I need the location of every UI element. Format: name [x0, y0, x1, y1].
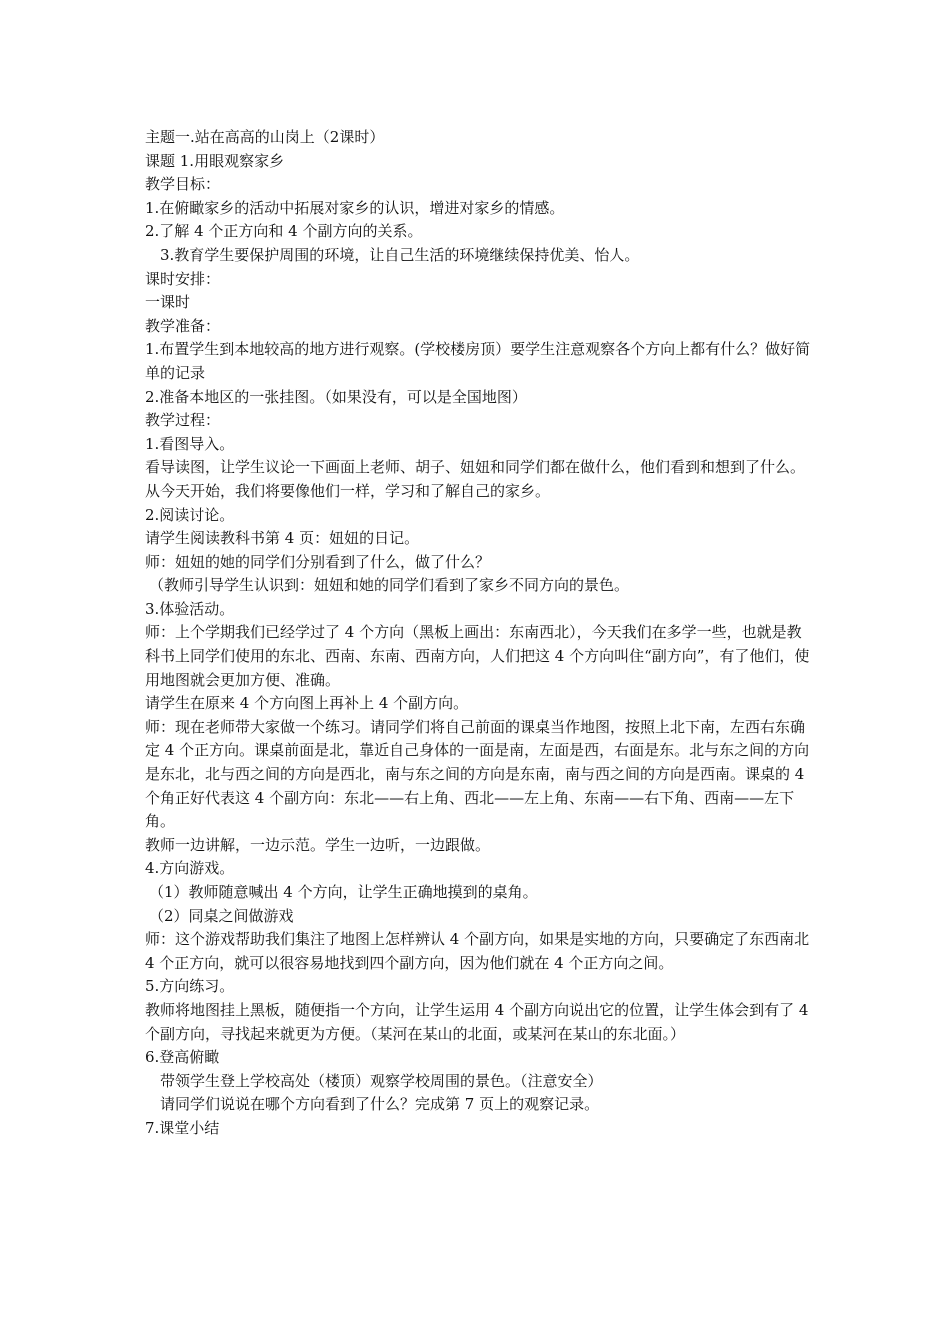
- paragraph-31: 带领学生登上学校高处（楼顶）观察学校周围的景色。（注意安全）: [160, 1071, 603, 1090]
- paragraph-11: 教学过程：: [145, 411, 221, 430]
- paragraph-0: 主题一.站在高高的山岗上（2课时）: [145, 128, 385, 146]
- paragraph-17: 师：妞妞的她的同学们分别看到了什么，做了什么？: [145, 552, 491, 571]
- paragraph-4: 2.了解 4 个正方向和 4 个副方向的关系。: [145, 222, 423, 241]
- paragraph-25: （1）教师随意喊出 4 个方向，让学生正确地摸到的桌角。: [149, 883, 538, 901]
- paragraph-9: 1.布置学生到本地较高的地方进行观察。(学校楼房顶）要学生注意观察各个方向上都有什么？做好简单的记录: [145, 340, 811, 382]
- paragraph-19: 3.体验活动。: [145, 599, 235, 618]
- paragraph-33: 7.课堂小结: [145, 1118, 220, 1137]
- paragraph-6: 课时安排：: [145, 269, 221, 288]
- paragraph-15: 2.阅读讨论。: [145, 505, 235, 524]
- paragraph-32: 请同学们说说在哪个方向看到了什么？完成第 7 页上的观察记录。: [160, 1095, 600, 1114]
- paragraph-26: （2）同桌之间做游戏: [149, 906, 294, 925]
- paragraph-16: 请学生阅读教科书第 4 页：妞妞的日记。: [145, 529, 420, 548]
- paragraph-28: 5.方向练习。: [145, 977, 235, 996]
- paragraph-22: 师：现在老师带大家做一个练习。请同学们将自己前面的课桌当作地图，按照上北下南，左西右东确定 4 个正方向。课桌前面是北，靠近自己身体的一面是南，左面是西，右面是东。北与东之间的方向是东北，北与西之间的方向是西北，南与东之间的方向是东南，南与西之间的方向是西南。课桌的 4 个角正好代表这 4 个副方向：东北——右上角、西北——左上角、东南——右下角、西南——左下角。: [145, 717, 810, 831]
- paragraph-20: 师：上个学期我们已经学过了 4 个方向（黑板上画出：东南西北），今天我们在多学一些，也就是教科书上同学们使用的东北、西南、东南、西南方向，人们把这 4 个方向叫住“副方向”，有了他们，使用地图就会更加方便、准确。: [145, 623, 810, 689]
- paragraph-21: 请学生在原来 4 个方向图上再补上 4 个副方向。: [145, 694, 469, 713]
- paragraph-12: 1.看图导入。: [145, 434, 235, 453]
- document-body: [145, 126, 815, 1141]
- paragraph-2: 教学目标：: [145, 175, 221, 194]
- paragraph-24: 4.方向游戏。: [145, 859, 235, 878]
- paragraph-3: 1.在俯瞰家乡的活动中拓展对家乡的认识，增进对家乡的情感。: [145, 198, 565, 217]
- paragraph-1: 课题 1.用眼观察家乡: [145, 151, 285, 170]
- paragraph-8: 教学准备：: [145, 316, 221, 335]
- paragraph-10: 2.准备本地区的一张挂图。（如果没有，可以是全国地图）: [145, 387, 527, 406]
- paragraph-29: 教师将地图挂上黑板，随便指一个方向，让学生运用 4 个副方向说出它的位置，让学生体会到有了 4 个副方向，寻找起来就更为方便。（某河在某山的北面，或某河在某山的东北面。）: [145, 1000, 809, 1043]
- paragraph-7: 一课时: [145, 293, 191, 312]
- paragraph-27: 师：这个游戏帮助我们集注了地图上怎样辨认 4 个副方向，如果是实地的方向，只要确定了东西南北 4 个正方向，就可以很容易地找到四个副方向，因为他们就在 4 个正方向之间。: [145, 930, 810, 972]
- paragraph-30: 6.登高俯瞰: [145, 1048, 220, 1067]
- paragraph-23: 教师一边讲解，一边示范。学生一边听，一边跟做。: [145, 835, 491, 854]
- paragraph-5: 3.教育学生要保护周围的环境，让自己生活的环境继续保持优美、怡人。: [160, 245, 640, 264]
- paragraph-18: （教师引导学生认识到：妞妞和她的同学们看到了家乡不同方向的景色。: [149, 576, 630, 595]
- paragraph-13: 看导读图，让学生议论一下画面上老师、胡子、妞妞和同学们都在做什么，他们看到和想到了什么。: [145, 458, 806, 477]
- paragraph-14: 从今天开始，我们将要像他们一样，学习和了解自己的家乡。: [145, 481, 551, 500]
